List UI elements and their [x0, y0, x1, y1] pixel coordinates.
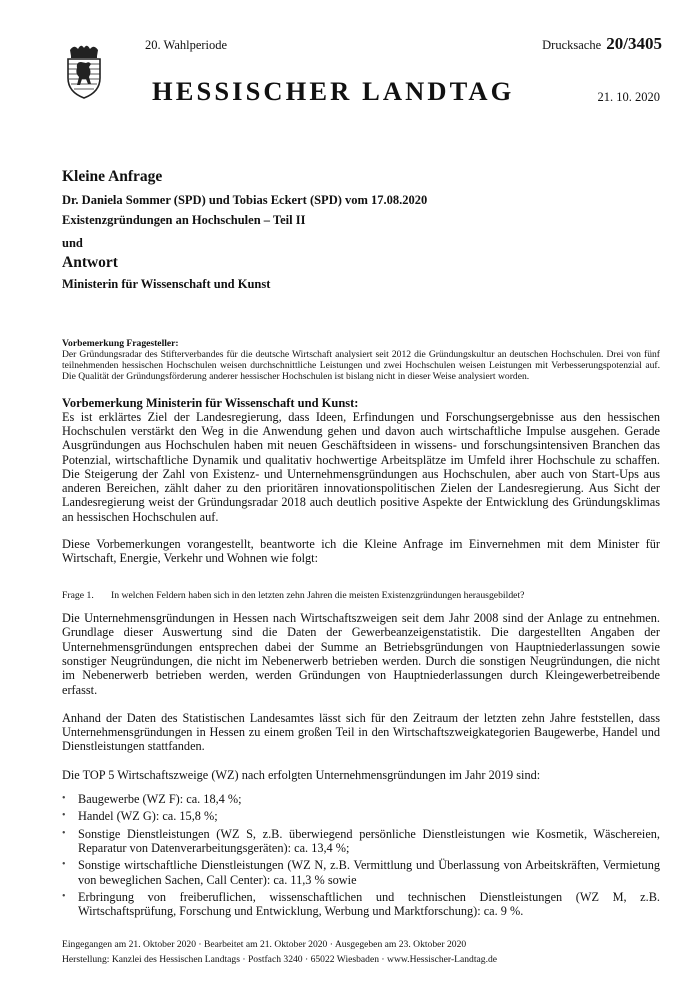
anfrage-authors: Dr. Daniela Sommer (SPD) und Tobias Eckert (SPD) vom 17.08.2020	[62, 193, 428, 207]
ministry: Ministerin für Wissenschaft und Kunst	[62, 277, 271, 291]
list-item: • Sonstige wirtschaftliche Dienstleistungen (WZ N, z.B. Vermittlung und Überlassung von Arbeitskräften, Vermietung von beweglichen Sachen, Call Center): ca. 11,3 % sowie	[62, 858, 660, 887]
vorbemerkung-ministerin-text: Es ist erklärtes Ziel der Landesregierung, dass Ideen, Erfindungen und Forschungsergebnisse aus den hessischen Hochschulen verstärkt den Weg in die Anwendung gehen und davon auch wirtschaftliche Impulse ausgehen. Gerade Ausgründungen aus Hochschulen haben mit neuen Geschäftsideen in wissens- und forschungsintensiven Branchen das Potenzial, wirtschaftliche Dynamik und qualitativ hochwertige Arbeitsplätze im Umfeld ihrer Hochschule zu schaffen. Die Steigerung der Zahl von Existenz- und Unternehmensgründungen aus Hochschulen, aber auch von Start-Ups aus anderen Bereichen, zählt daher zu den prioritären innovationspolitischen Zielen der Landesregierung. Aus Sicht der Landesregierung weist der Gründungsradar 2018 auch deutlich positive Aspekte der Entwicklung des Gründungsklimas an hessischen Hochschulen auf.	[62, 409, 660, 524]
drucksache-number: 20/3405	[606, 34, 662, 53]
intro-paragraph: Diese Vorbemerkungen vorangestellt, beantworte ich die Kleine Anfrage im Einvernehmen mit dem Minister für Wirtschaft, Energie, Verkehr und Wohnen wie folgt:	[62, 536, 660, 566]
legislative-period: 20. Wahlperiode	[145, 38, 228, 52]
footer-imprint: Herstellung: Kanzlei des Hessischen Landtags · Postfach 3240 · 65022 Wiesbaden · www.Hessischer-Landtag.de	[62, 953, 498, 965]
list-item: • Erbringung von freiberuflichen, wissenschaftlichen und technischen Dienstleistungen (WZ M, z.B. Wirtschaftsprüfung, Forschung und Entwicklung, Werbung und Marktforschung): ca. 9 %.	[62, 889, 660, 919]
page-title: HESSISCHER LANDTAG	[152, 76, 515, 106]
question-text: In welchen Feldern haben sich in den letzten zehn Jahren die meisten Existenzgründungen herausgebildet?	[111, 589, 525, 601]
top5-list	[62, 792, 660, 918]
footer	[62, 938, 662, 967]
vorbemerkung-fragesteller-heading: Vorbemerkung Fragesteller:	[62, 338, 179, 349]
footer-dates: Eingegangen am 21. Oktober 2020 · Bearbeitet am 21. Oktober 2020 · Ausgegeben am 23. Oktober 2020	[62, 939, 467, 950]
anfrage-type: Kleine Anfrage	[62, 168, 163, 185]
answer-paragraph-3: Die TOP 5 Wirtschaftszweige (WZ) nach erfolgten Unternehmensgründungen im Jahr 2019 sind:	[62, 767, 541, 782]
bullet-icon: •	[62, 890, 66, 902]
bullet-icon: •	[62, 793, 66, 805]
question-1	[62, 590, 660, 602]
coat-of-arms-icon	[62, 40, 106, 100]
document-date: 21. 10. 2020	[597, 90, 660, 104]
antwort-heading: Antwort	[62, 254, 118, 271]
answer-paragraph-1: Die Unternehmensgründungen in Hessen nach Wirtschaftszweigen seit dem Jahr 2008 sind der Anlage zu entnehmen. Grundlage dieser Auswertung sind die Daten der Gewerbeanzeigenstatistik. Die dargestellten Angaben der Unternehmensgründungen entsprechen dabei der Summe an Betriebsgründungen von Hauptniederlassungen sowie sonstiger Neugründungen, die nicht im Nebenerwerb betrieben werden. Durch die sonstigen Neugründungen, die nicht im Nebenerwerb betrieben werden, werden Gründungen von Hauptniederlassungen durch Kleingewerbetreibende erfasst.	[62, 611, 660, 697]
bullet-icon: •	[62, 827, 66, 839]
answer-paragraph-2: Anhand der Daten des Statistischen Landesamtes lässt sich für den Zeitraum der letzten zehn Jahre feststellen, dass Unternehmensgründungen in Hessen zu einem großen Teil in den Wirtschaftszweigkategorien Baugewerbe, Handel und Dienstleistungen stattfanden.	[62, 710, 660, 754]
bullet-icon: •	[62, 859, 66, 871]
vorbemerkung-ministerin-heading: Vorbemerkung Ministerin für Wissenschaft und Kunst:	[62, 395, 359, 410]
list-item: • Sonstige Dienstleistungen (WZ S, z.B. überwiegend persönliche Dienstleistungen wie Kosmetik, Wäschereien, Reparatur von Datenverarbeitungsgeräten): ca. 13,4 %;	[62, 826, 660, 855]
drucksache	[542, 34, 662, 54]
vorbemerkung-fragesteller-text: Der Gründungsradar des Stifterverbandes für die deutsche Wirtschaft analysiert seit 2012 die Gründungskultur an deutschen Hochschulen. Drei von fünf teilnehmenden hessischen Hochschulen weisen durchschnittliche Leistungen und zwei Hochschulen weisen Leistungen mit Verbesserungspotenzial auf. Die Qualität der Gründungsförderung anderer hessischer Hochschulen ist bislang nicht in dieser Weise analysiert worden.	[62, 349, 660, 383]
anfrage-subject: Existenzgründungen an Hochschulen – Teil II	[62, 213, 306, 227]
list-item: • Baugewerbe (WZ F): ca. 18,4 %;	[62, 792, 242, 807]
drucksache-label: Drucksache	[542, 38, 602, 52]
document-body	[62, 168, 660, 921]
question-label: Frage 1.	[62, 589, 94, 601]
bullet-icon: •	[62, 810, 66, 822]
list-item: • Handel (WZ G): ca. 15,8 %;	[62, 809, 218, 824]
und-label: und	[62, 236, 83, 250]
